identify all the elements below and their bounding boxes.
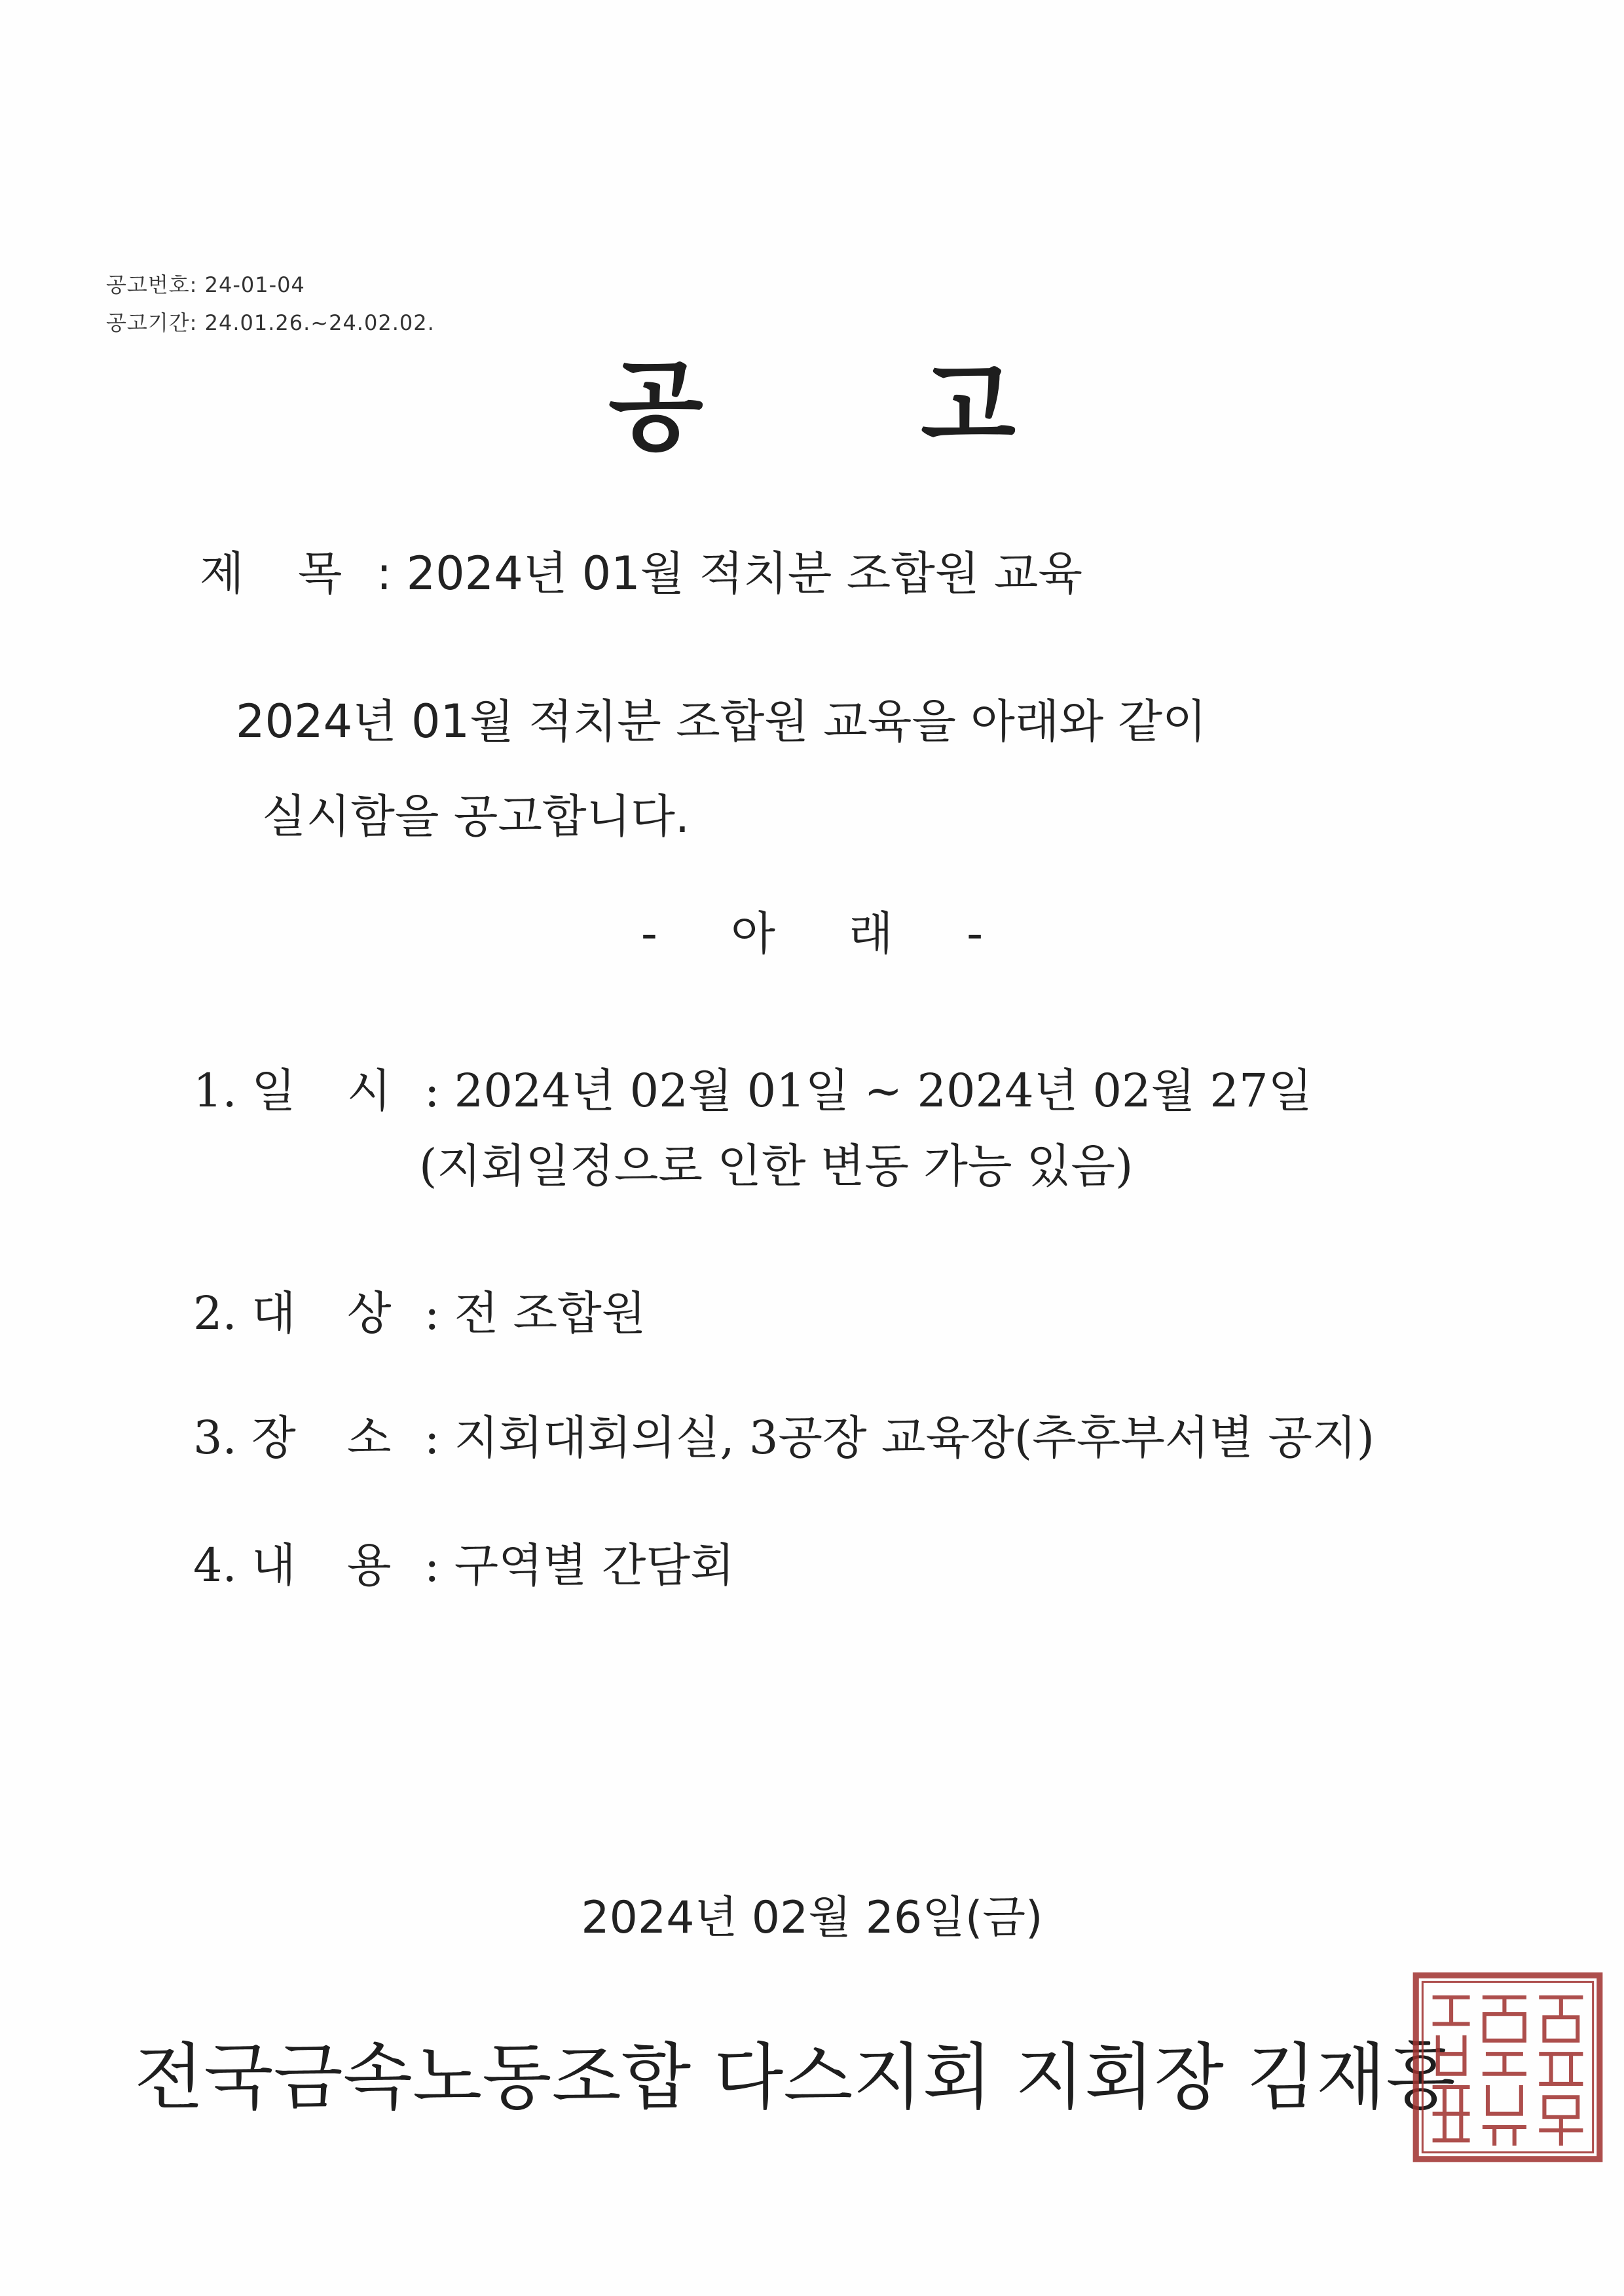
item-content: 4. 내 용 : 구역별 간담회 bbox=[193, 1539, 735, 1592]
notice-date: 2024년 02월 26일(금) bbox=[581, 1892, 1043, 1944]
item-target: 2. 대 상 : 전 조합원 bbox=[193, 1286, 646, 1340]
notice-number: 공고번호: 24-01-04 bbox=[106, 272, 305, 297]
body-line-2: 실시함을 공고합니다. bbox=[262, 790, 690, 843]
body-line-1: 2024년 01월 적치분 조합원 교육을 아래와 같이 bbox=[236, 695, 1207, 748]
subject-label: 제 목 bbox=[200, 547, 362, 600]
item-label: 대 상 bbox=[251, 1286, 410, 1340]
subject-separator: : bbox=[361, 547, 407, 600]
item-label: 내 용 bbox=[251, 1539, 410, 1592]
signature-line: 전국금속노동조합 다스지회 지회장 김재홍 bbox=[134, 2035, 1456, 2119]
official-seal-icon bbox=[1408, 1967, 1608, 2167]
subject-text: 2024년 01월 적치분 조합원 교육 bbox=[406, 547, 1083, 600]
item-number: 3. bbox=[193, 1411, 237, 1465]
subject-line bbox=[200, 537, 1082, 603]
item-value: 전 조합원 bbox=[454, 1286, 646, 1340]
notice-period: 공고기간: 24.01.26.~24.02.02. bbox=[106, 310, 435, 335]
item-label: 장 소 bbox=[251, 1411, 410, 1465]
item-value: 2024년 02월 01일 ~ 2024년 02월 27일 bbox=[454, 1064, 1313, 1118]
item-location: 3. 장 소 : 지회대회의실, 3공장 교육장(추후부서별 공지) bbox=[193, 1411, 1375, 1465]
body-paragraph bbox=[236, 674, 1207, 864]
item-schedule-note: (지회일정으로 인한 변동 가능 있음) bbox=[419, 1139, 1134, 1193]
item-value: 지회대회의실, 3공장 교육장(추후부서별 공지) bbox=[454, 1411, 1375, 1465]
item-label: 일 시 bbox=[251, 1064, 410, 1118]
item-number: 1. bbox=[193, 1064, 237, 1118]
page-title: 공 고 bbox=[608, 350, 1108, 464]
arae-heading: - 아 래 - bbox=[640, 907, 984, 960]
item-schedule: 1. 일 시 : 2024년 02월 01일 ~ 2024년 02월 27일 bbox=[193, 1064, 1313, 1118]
item-value: 구역별 간담회 bbox=[454, 1539, 735, 1592]
item-number: 4. bbox=[193, 1539, 237, 1592]
item-number: 2. bbox=[193, 1286, 237, 1340]
